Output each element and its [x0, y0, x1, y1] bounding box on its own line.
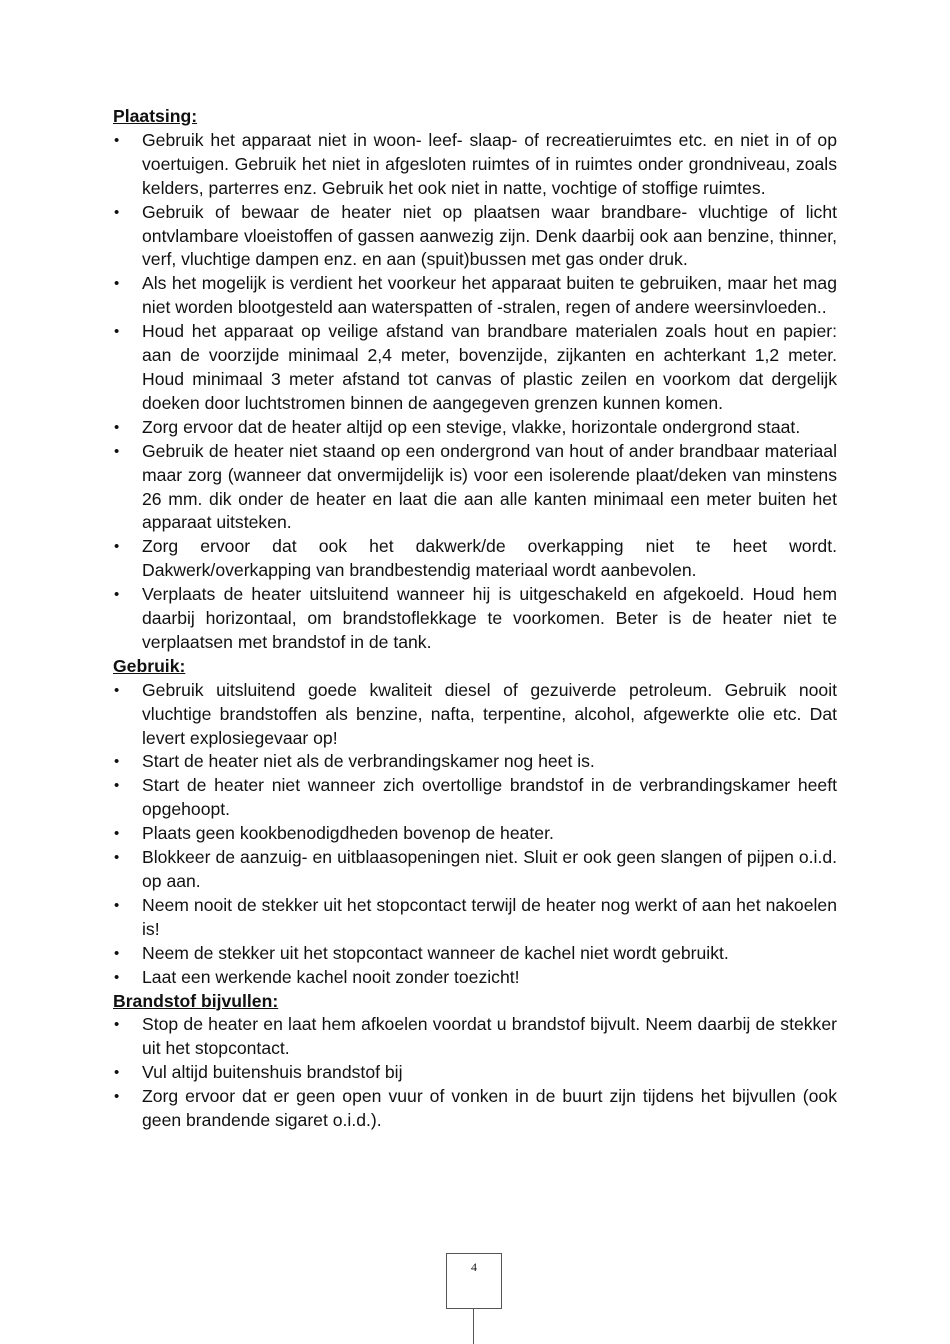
bullet-icon: •: [114, 1016, 120, 1034]
bullet-icon: •: [114, 442, 120, 460]
list-item-text: Zorg ervoor dat ook het dakwerk/de overkapping niet te heet wordt. Dakwerk/overkapping van brandbestendig materiaal wordt aanbevolen.: [142, 536, 837, 581]
section-heading-brandstof-bijvullen: Brandstof bijvullen:: [113, 990, 279, 1011]
list-item-text: Als het mogelijk is verdient het voorkeur het apparaat buiten te gebruiken, maar het mag niet worden blootgesteld aan waterspatten of -stralen, regen of andere weersinvloeden..: [142, 273, 837, 318]
bullet-icon: •: [114, 538, 120, 556]
bullet-icon: •: [114, 1064, 120, 1082]
list-item-text: Blokkeer de aanzuig- en uitblaasopeningen niet. Sluit er ook geen slangen of pijpen o.i.d. op aan.: [142, 847, 837, 891]
list-item-text: Gebruik of bewaar de heater niet op plaatsen waar brandbare- vluchtige of licht ontvlambare vloeistoffen of gassen aanwezig zijn. Denk daarbij ook aan benzine, thinner, verf, vluchtige dampen enz. en aan (spuit)bussen met gas onder druk.: [142, 201, 837, 270]
list-item: [113, 583, 837, 655]
list-item: [113, 272, 837, 320]
list-item-text: Plaats geen kookbenodigdheden bovenop de heater.: [142, 823, 554, 844]
section-gebruik: [113, 655, 837, 990]
bullet-list-brandstof-bijvullen: [113, 1013, 837, 1133]
bullet-icon: •: [114, 944, 120, 962]
bullet-icon: •: [114, 131, 120, 149]
bullet-icon: •: [114, 323, 120, 341]
bullet-icon: •: [114, 753, 120, 771]
bullet-icon: •: [114, 1088, 120, 1106]
list-item: [113, 416, 837, 440]
bullet-list-gebruik: [113, 679, 837, 990]
list-item: [113, 1085, 837, 1133]
list-item: [113, 320, 837, 416]
list-item-text: Verplaats de heater uitsluitend wanneer hij is uitgeschakeld en afgekoeld. Houd hem daarbij horizontaal, om brandstoflekkage te voorkomen. Beter is de heater niet te verplaatsen met brandstof in de tank.: [142, 584, 837, 652]
list-item: [113, 942, 837, 966]
list-item: [113, 129, 837, 201]
bullet-icon: •: [114, 203, 120, 221]
bullet-icon: •: [114, 681, 120, 699]
list-item-text: Gebruik het apparaat niet in woon- leef- slaap- of recreatieruimtes etc. en niet in of op voertuigen. Gebruik het niet in afgesloten ruimtes of in ruimtes onder grondniveau, zoals kelders, parterres enz. Gebruik het ook niet in natte, vochtige of stoffige ruimtes.: [142, 129, 837, 198]
list-item-text: Stop de heater en laat hem afkoelen voordat u brandstof bijvult. Neem daarbij de stekker uit het stopcontact.: [142, 1014, 837, 1059]
section-brandstof-bijvullen: [113, 990, 837, 1133]
list-item-text: Gebruik uitsluitend goede kwaliteit diesel of gezuiverde petroleum. Gebruik nooit vluchtige brandstoffen als benzine, nafta, terpentine, alcohol, afgewerkte olie etc. Dat levert explosiegevaar op!: [142, 679, 837, 748]
list-item-text: Start de heater niet wanneer zich overtollige brandstof in de verbrandingskamer heeft opgehoopt.: [142, 775, 837, 820]
list-item: [113, 201, 837, 273]
bullet-icon: •: [114, 586, 120, 604]
bullet-icon: •: [114, 275, 120, 293]
list-item-text: Neem de stekker uit het stopcontact wanneer de kachel niet wordt gebruikt.: [142, 942, 729, 963]
list-item: [113, 846, 837, 894]
list-item-text: Start de heater niet als de verbrandingskamer nog heet is.: [142, 751, 595, 772]
page-number-box: [446, 1253, 502, 1309]
bullet-icon: •: [114, 849, 120, 867]
list-item-text: Zorg ervoor dat de heater altijd op een stevige, vlakke, horizontale ondergrond staat.: [142, 416, 801, 437]
list-item-text: Laat een werkende kachel nooit zonder toezicht!: [142, 966, 520, 987]
list-item: [113, 1061, 837, 1085]
list-item-text: Vul altijd buitenshuis brandstof bij: [142, 1062, 403, 1083]
list-item-text: Gebruik de heater niet staand op een ondergrond van hout of ander brandbaar materiaal maar zorg (wanneer dat onvermijdelijk is) voor een isolerende plaat/deken van minstens 26 mm. dik onder de heater en laat die aan alle kanten minimaal een meter buiten het apparaat uitsteken.: [142, 440, 837, 533]
bullet-icon: •: [114, 777, 120, 795]
list-item: [113, 750, 837, 774]
bullet-icon: •: [114, 825, 120, 843]
bullet-list-plaatsing: [113, 129, 837, 655]
list-item: [113, 822, 837, 846]
list-item: [113, 679, 837, 751]
list-item: [113, 894, 837, 942]
list-item-text: Zorg ervoor dat er geen open vuur of vonken in de buurt zijn tijdens het bijvullen (ook geen brandende sigaret o.i.d.).: [142, 1086, 837, 1131]
list-item: [113, 774, 837, 822]
page-number-stem: [473, 1309, 474, 1344]
list-item: [113, 1013, 837, 1061]
section-heading-plaatsing: Plaatsing:: [113, 106, 198, 126]
list-item-text: Neem nooit de stekker uit het stopcontact terwijl de heater nog werkt of aan het nakoelen is!: [142, 894, 837, 939]
list-item-text: Houd het apparaat op veilige afstand van brandbare materialen zoals hout en papier: aan de voorzijde minimaal 2,4 meter, bovenzijde, zijkanten en achterkant 1,2 meter. Houd minimaal 3 meter afstand tot canvas of plastic zeilen en voorkom dat dergelijk doeken door luchtstromen binnen de aangegeven grenzen kunnen komen.: [142, 321, 837, 413]
bullet-icon: •: [114, 968, 120, 986]
page-number: 4: [471, 1260, 477, 1274]
list-item: [113, 535, 837, 583]
list-item: [113, 966, 837, 990]
section-plaatsing: [113, 105, 837, 655]
bullet-icon: •: [114, 896, 120, 914]
list-item: [113, 440, 837, 536]
bullet-icon: •: [114, 418, 120, 436]
document-body: [113, 105, 837, 1133]
section-heading-gebruik: Gebruik:: [113, 655, 186, 676]
